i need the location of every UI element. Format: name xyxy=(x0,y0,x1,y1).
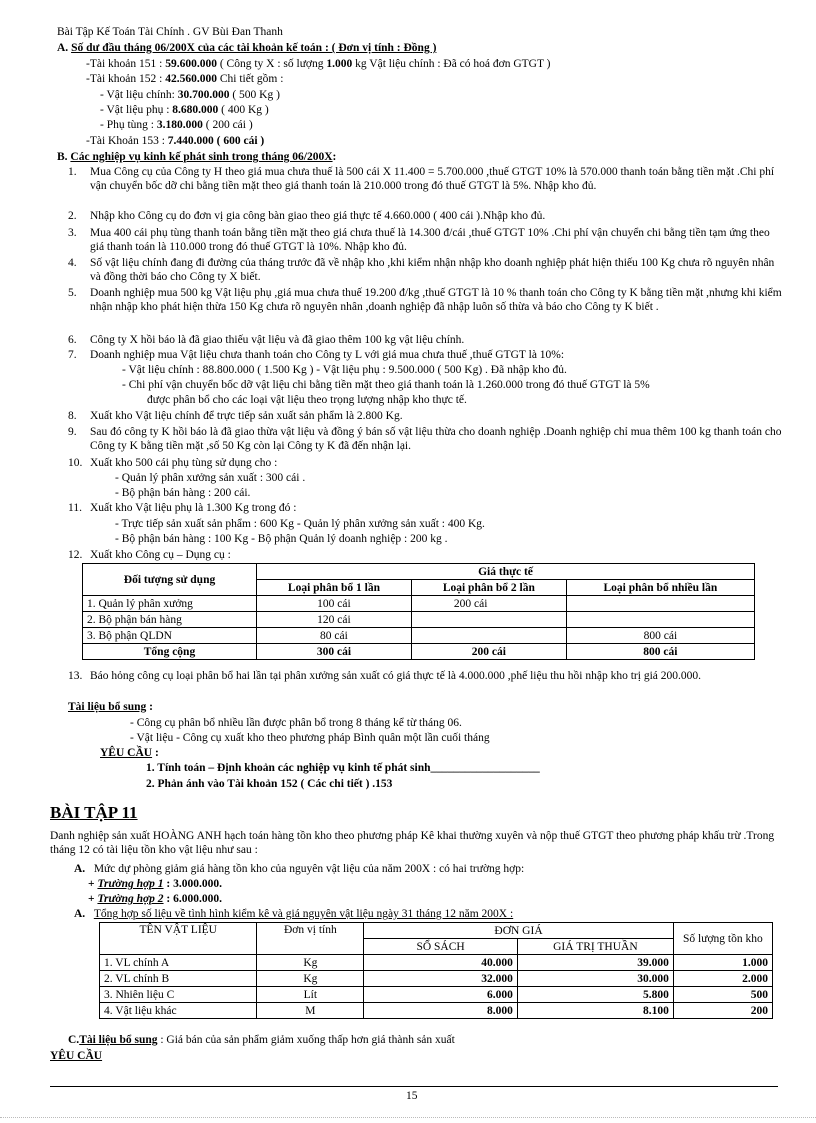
op-number: 7. xyxy=(68,349,77,361)
op-number: 1. xyxy=(68,166,77,178)
op-text: Mua 400 cái phụ tùng thanh toán bằng tiền mặt theo giá chưa thuế là 14.300 đ/cái ,thuế GTGT 10% .Chi phí vận chuyển chi bằng tiền tạm ứng theo giá thanh toán là 110.000 trong đó thuế GTGT là 10%. Nhập kho đủ. xyxy=(90,227,770,253)
tool-allocation-table xyxy=(82,563,755,660)
section-a-prefix: A. xyxy=(57,42,72,54)
page-header: Bài Tập Kế Toán Tài Chính . GV Bùi Đan Thanh xyxy=(57,26,283,38)
op-number: 3. xyxy=(68,227,77,239)
table-header: Loại phân bổ 1 lần xyxy=(257,580,412,596)
op-text: Công ty X hồi báo là đã giao thiếu vật liệu và đã giao thêm 100 kg vật liệu chính. xyxy=(90,334,465,346)
section-a-title: Số dư đầu tháng 06/200X của các tài khoản kế toán : ( Đơn vị tính : Đồng ) xyxy=(71,42,437,54)
section-a-heading xyxy=(57,41,436,55)
table-row: 1. VL chính A Kg 40.000 39.000 1.000 xyxy=(100,955,773,971)
op10-sub: - Bộ phận bán hàng : 200 cái. xyxy=(115,487,251,499)
op-number: 13. xyxy=(68,670,83,682)
op-number: 11. xyxy=(68,502,82,514)
op-text: Số vật liệu chính đang đi đường của tháng trước đã về nhập kho ,khi kiểm nhận nhập kho doanh nghiệp phát hiện thiếu 100 Kg chưa rõ nguyên nhân và đồng thời báo cho Công ty X biết. xyxy=(90,257,775,283)
op7-sub: - Vật liệu chính : 88.800.000 ( 1.500 Kg ) - Vật liệu phụ : 9.500.000 ( 500 Kg) . Đã nhập kho đủ. xyxy=(122,364,567,376)
op11-sub: - Bộ phận bán hàng : 100 Kg - Bộ phận Quản lý doanh nghiệp : 200 kg . xyxy=(115,533,448,545)
op-number: 12. xyxy=(68,549,83,561)
table-header: Số lượng tồn kho xyxy=(673,923,772,955)
op-text: Xuất kho Vật liệu phụ là 1.300 Kg trong đó : xyxy=(90,502,297,514)
table-row: 1. Quản lý phân xưởng 100 cái 200 cái xyxy=(83,596,755,612)
op-text: Mua Công cụ của Công ty H theo giá mua chưa thuế là 500 cái X 11.400 = 5.700.000 ,thuế GTGT 10% là 570.000 thanh toán bằng tiền mặt .Chi phí vận chuyển bốc dỡ chi bằng tiền mặt theo giá thanh toán là 210.000 trong đó thuế GTGT là 5%. Nhập kho đủ. xyxy=(90,166,775,192)
supplement-line: - Công cụ phân bổ nhiều lần được phân bổ trong 8 tháng kể từ tháng 06. xyxy=(130,717,462,729)
op-number: 8. xyxy=(68,410,77,422)
op-text: Xuất kho Công cụ – Dụng cụ : xyxy=(90,549,231,561)
ex11-a-line: A. Mức dự phòng giảm giá hàng tồn kho của nguyên vật liệu của năm 200X : có hai trường hợp: xyxy=(74,863,525,875)
op-number: 5. xyxy=(68,287,77,299)
op-number: 2. xyxy=(68,210,77,222)
footer-rule xyxy=(50,1086,778,1087)
table-header: GIÁ TRỊ THUẦN xyxy=(517,939,673,955)
op-number: 4. xyxy=(68,257,77,269)
tk152-item: - Vật liệu chính: 30.700.000 ( 500 Kg ) xyxy=(100,89,280,101)
table-row: 3. Bộ phận QLDN 80 cái 800 cái xyxy=(83,628,755,644)
table-row: 4. Vật liệu khác M 8.000 8.100 200 xyxy=(100,1003,773,1019)
exercise-intro: Danh nghiệp sản xuất HOÀNG ANH hạch toán hàng tồn kho theo phương pháp Kê khai thường xuyên và nộp thuế GTGT theo phương pháp khấu trừ .Trong tháng 12 có tài liệu tồn kho vật liệu như sau : xyxy=(50,830,775,856)
table-total-row: Tổng cộng 300 cái 200 cái 800 cái xyxy=(83,644,755,660)
supplement-line: - Vật liệu - Công cụ xuất kho theo phương pháp Bình quân một lần cuối tháng xyxy=(130,732,490,744)
op-number: 6. xyxy=(68,334,77,346)
section-b-heading: B. Các nghiệp vụ kinh kế phát sinh trong tháng 06/200X: xyxy=(57,151,337,163)
ex11-case: + Trường hợp 2 : 6.000.000. xyxy=(88,893,223,905)
op11-sub: - Trực tiếp sản xuất sản phẩm : 600 Kg - Quản lý phân xưởng sản xuất : 400 Kg. xyxy=(115,518,485,530)
supplement-heading: Tài liệu bổ sung : xyxy=(68,701,154,713)
op-text: Báo hỏng công cụ loại phân bổ hai lần tại phân xưởng sản xuất có giá thực tế là 4.000.000 ,phế liệu thu hồi nhập kho trị giá 200.000. xyxy=(90,670,701,682)
require-item: 2. Phản ánh vào Tài khoản 152 ( Các chi tiết ) .153 xyxy=(146,778,393,790)
op10-sub: - Quản lý phân xưởng sản xuất : 300 cái . xyxy=(115,472,306,484)
table-row: 3. Nhiên liệu C Lít 6.000 5.800 500 xyxy=(100,987,773,1003)
ex11-b-line: A. Tổng hợp số liệu về tình hình kiểm kê và giá nguyên vật liệu ngày 31 tháng 12 năm 200X : xyxy=(74,908,514,920)
op7-sub: - Chi phí vận chuyển bốc dỡ vật liệu chi bằng tiền mặt theo giá thanh toán là 1.260.000 trong đó thuế GTGT là 5% xyxy=(122,379,650,391)
ex11-require-heading: YÊU CẦU xyxy=(50,1050,103,1062)
page-edge xyxy=(0,1117,816,1118)
table-header: Đơn vị tính xyxy=(257,923,364,955)
op7-sub: được phân bổ cho các loại vật liệu theo trọng lượng nhập kho thực tế. xyxy=(147,394,467,406)
op-text: Doanh nghiệp mua 500 kg Vật liệu phụ ,giá mua chưa thuế 19.200 đ/kg ,thuế GTGT là 10 % thanh toán cho Công ty K bằng tiền mặt ,nhưng khi kiểm nhận nhập kho phát hiện thừa 150 Kg chưa rõ nguyên nhân ,doanh nghiệp đã nhập luôn số thừa và báo cho Công ty K biết . xyxy=(90,287,782,313)
ex11-c-line: C.Tài liệu bổ sung : Giá bán của sản phẩm giảm xuống thấp hơn giá thành sản xuất xyxy=(68,1034,455,1046)
tk152-item: - Vật liệu phụ : 8.680.000 ( 400 Kg ) xyxy=(100,104,269,116)
inventory-table xyxy=(99,922,773,1019)
ex11-case: + Trường hợp 1 : 3.000.000. xyxy=(88,878,223,890)
table-header: Loại phân bổ nhiều lần xyxy=(566,580,754,596)
table-header: Loại phân bổ 2 lần xyxy=(411,580,566,596)
op-number: 9. xyxy=(68,426,77,438)
table-header: TÊN VẬT LIỆU xyxy=(100,923,257,955)
op-number: 10. xyxy=(68,457,83,469)
tk152-line: -Tài khoản 152 : 42.560.000 Chi tiết gồm : xyxy=(86,73,284,85)
table-row: 2. VL chính B Kg 32.000 30.000 2.000 xyxy=(100,971,773,987)
tk153-line: -Tài Khoản 153 : 7.440.000 ( 600 cái ) xyxy=(86,135,265,147)
tk151-line: -Tài khoản 151 : 59.600.000 ( Công ty X : số lượng 1.000 kg Vật liệu chính : Đã có hoá đơn GTGT ) xyxy=(86,58,551,70)
op-text: Nhập kho Công cụ do đơn vị gia công bàn giao theo giá thực tế 4.660.000 ( 400 cái ).Nhập kho đủ. xyxy=(90,210,546,222)
table-header: Đối tượng sử dụng xyxy=(83,564,257,596)
page-number: 15 xyxy=(406,1090,418,1102)
op-text: Doanh nghiệp mua Vật liệu chưa thanh toán cho Công ty L với giá mua chưa thuế ,thuế GTGT là 10%: xyxy=(90,349,565,361)
require-item: 1. Tính toán – Định khoản các nghiệp vụ kinh tế phát sinh___________________ xyxy=(146,762,540,774)
op-text: Sau đó công ty K hồi báo là đã giao thừa vật liệu và đồng ý bán số vật liệu thừa cho doanh nghiệp .Doanh nghiệp chỉ mua thêm 100 kg thanh toán cho Công ty K bằng tiền mặt ,số 50 Kg còn lại Công ty K đã đến nhận lại. xyxy=(90,426,782,452)
table-header: Giá thực tế xyxy=(257,564,755,580)
op-text: Xuất kho 500 cái phụ tùng sử dụng cho : xyxy=(90,457,278,469)
table-row: 2. Bộ phận bán hàng 120 cái xyxy=(83,612,755,628)
require-heading: YÊU CẦU : xyxy=(100,747,159,759)
exercise-title: BÀI TẬP 11 xyxy=(50,803,138,822)
table-header: SỔ SÁCH xyxy=(364,939,518,955)
table-header: ĐƠN GIÁ xyxy=(364,923,674,939)
tk152-item: - Phụ tùng : 3.180.000 ( 200 cái ) xyxy=(100,119,253,131)
op-text: Xuất kho Vật liệu chính để trực tiếp sản xuất sản phẩm là 2.800 Kg. xyxy=(90,410,403,422)
